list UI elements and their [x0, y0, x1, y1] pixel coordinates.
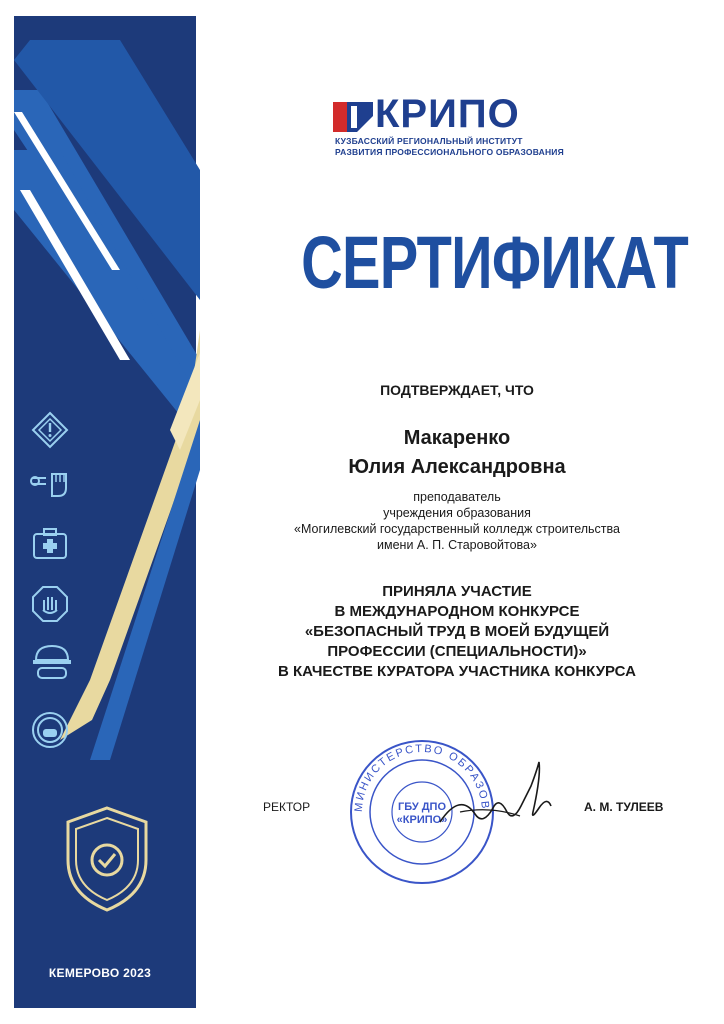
stop-hand-icon [30, 584, 80, 628]
signature [430, 752, 580, 842]
body-line: ПРОФЕССИИ (СПЕЦИАЛЬНОСТИ)» [327, 643, 587, 660]
recipient-given-names: Юлия Александровна [348, 456, 566, 478]
recipient-surname: Макаренко [403, 427, 511, 449]
body-line: В КАЧЕСТВЕ КУРАТОРА УЧАСТНИКА КОНКУРСА [278, 663, 636, 680]
decorative-sidebar [0, 0, 200, 1024]
recipient-name [260, 424, 654, 482]
recipient-position: преподаватель [413, 490, 501, 504]
respirator-icon [30, 710, 80, 754]
recipient-details [260, 489, 654, 553]
shield-check-icon [62, 804, 152, 914]
stamp-outer-text: МИНИСТЕРСТВО ОБРАЗОВ [352, 742, 492, 813]
logo-emblem-icon [333, 100, 373, 136]
body-line: «БЕЗОПАСНЫЙ ТРУД В МОЕЙ БУДУЩЕЙ [304, 623, 610, 640]
institution-line: учреждения образования [383, 506, 531, 520]
hard-hat-goggles-icon [30, 642, 80, 686]
certificate-title: СЕРТИФИКАТ [301, 221, 689, 304]
stamp-center-line2: «КРИПО» [396, 814, 448, 826]
warning-icon [30, 410, 80, 454]
logo-wordmark: КРИПО [375, 92, 520, 136]
rector-label: РЕКТОР [263, 800, 311, 814]
confirms-text: ПОДТВЕРЖДАЕТ, ЧТО [380, 382, 534, 398]
certificate-body [240, 582, 674, 682]
wrench-hand-icon [30, 468, 80, 512]
institution-line: «Могилевский государственный колледж строительства [294, 522, 620, 536]
institution-line: имени А. П. Старовойтова» [377, 538, 537, 552]
body-line: В МЕЖДУНАРОДНОМ КОНКУРСЕ [334, 603, 580, 620]
body-line: ПРИНЯЛА УЧАСТИЕ [382, 583, 532, 600]
first-aid-icon [30, 526, 80, 570]
org-logo [333, 92, 583, 162]
stamp-center-line1: ГБУ ДПО [397, 801, 447, 813]
signer-name: А. М. ТУЛЕЕВ [584, 800, 664, 814]
logo-subtitle: КУЗБАССКИЙ РЕГИОНАЛЬНЫЙ ИНСТИТУТ РАЗВИТИЯ ПРОФЕССИОНАЛЬНОГО ОБРАЗОВАНИЯ [335, 136, 564, 157]
city-year: КЕМЕРОВО 2023 [48, 966, 152, 980]
